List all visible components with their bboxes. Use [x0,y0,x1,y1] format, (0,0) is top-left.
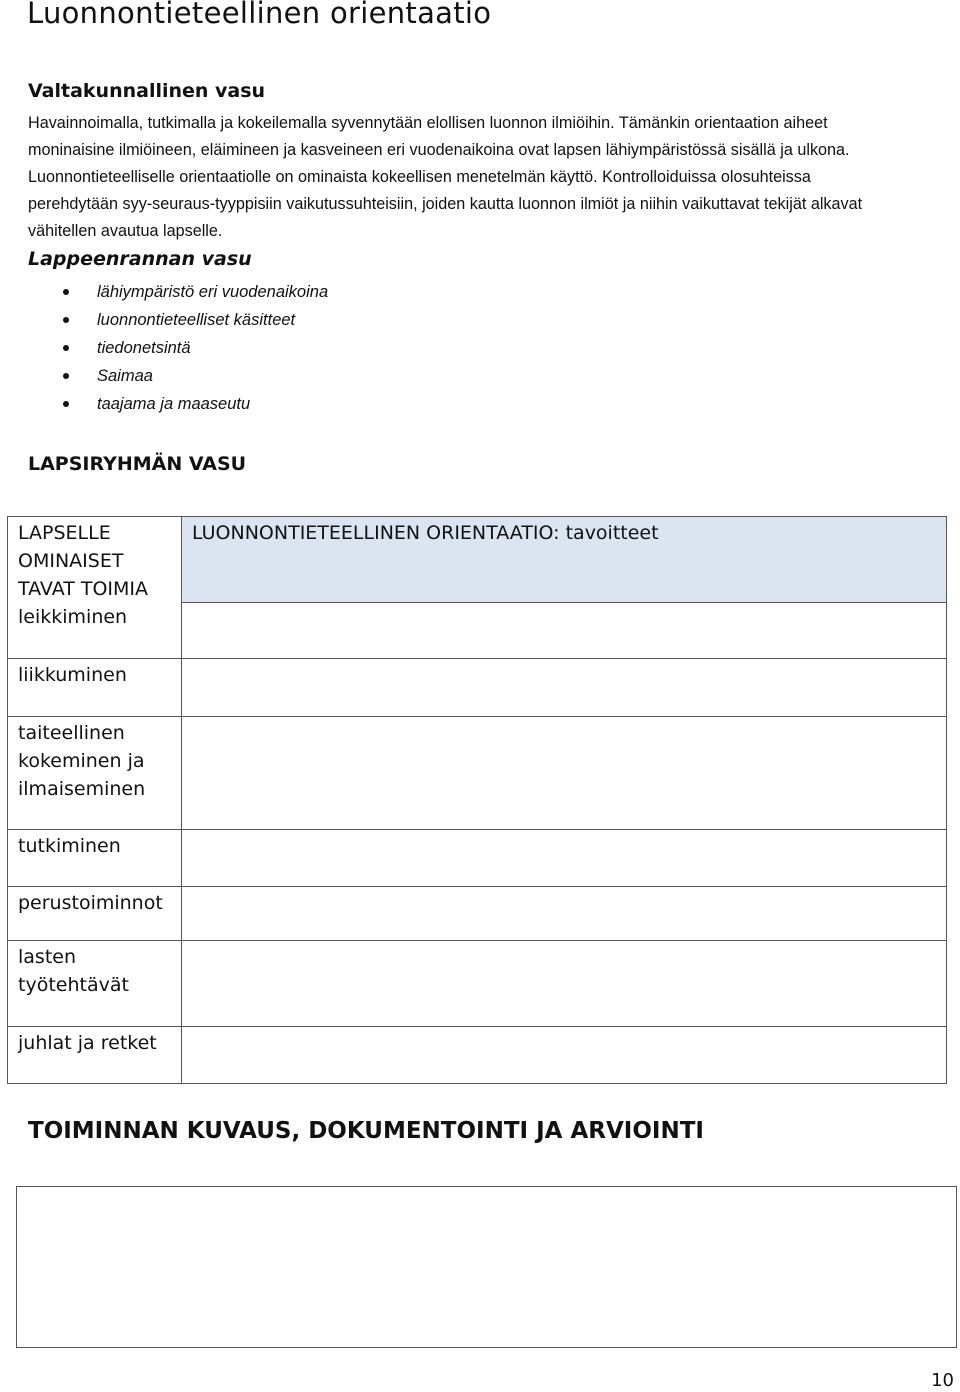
goal-input-cell[interactable] [182,659,947,717]
list-item-label: taajama ja maaseutu [97,395,251,413]
documentation-text-area[interactable] [16,1186,957,1348]
table-row [8,659,947,717]
row-label-basic-activities: perustoiminnot [18,892,163,914]
list-item [0,334,328,362]
bullet-icon [63,373,69,379]
list-item-label: luonnontieteelliset käsitteet [97,311,296,329]
table-row [8,1027,947,1084]
list-item [0,278,328,306]
row-label-cell [8,1027,182,1084]
group-curriculum-heading: LAPSIRYHMÄN VASU [28,453,247,475]
local-curriculum-heading: Lappeenrannan vasu [28,248,252,270]
list-item [0,306,328,334]
row-label-chores: lasten työtehtävät [18,946,129,996]
paragraph-line: perehdytään syy-seuraus-tyyppisiin vaikutussuhteisiin, joiden kautta luonnon ilmiöt ja niihin vaikuttavat tekijät alkavat [28,195,863,213]
table-row [8,887,947,941]
row-label-art: taiteellinen kokeminen ja ilmaiseminen [18,722,146,800]
page-number: 10 [931,1370,954,1391]
list-item-label: tiedonetsintä [97,339,191,357]
list-item-label: lähiympäristö eri vuodenaikoina [97,283,329,301]
bullet-icon [63,317,69,323]
goal-input-cell[interactable] [182,1027,947,1084]
row-label-cell [8,659,182,717]
table-row [8,941,947,1027]
goal-input-cell[interactable] [182,830,947,887]
row-label-cell [8,830,182,887]
row-label-exploring: tutkiminen [18,835,121,857]
national-curriculum-heading: Valtakunnallinen vasu [28,80,266,102]
row-label-cell [8,887,182,941]
header-goals-label: LUONNONTIETEELLINEN ORIENTAATIO: tavoitteet [192,522,659,544]
goal-input-cell[interactable] [182,887,947,941]
paragraph-line: vähitellen avautua lapselle. [28,222,223,240]
goal-input-cell[interactable] [182,603,947,659]
national-curriculum-paragraph [28,110,953,245]
table-row [8,830,947,887]
paragraph-line: Luonnontieteelliselle orientaatiolle on ominaista kokeellisen menetelmän käyttö. Kontrolloiduissa olosuhteissa [28,168,811,186]
paragraph-line: moninaisine ilmiöineen, eläimineen ja kasveineen eri vuodenaikoina ovat lapsen lähiympäristössä sisällä ja ulkona. [28,141,850,159]
row-label-play: leikkiminen [18,606,128,628]
bullet-icon [63,345,69,351]
bullet-icon [63,289,69,295]
table-header-cell-goals [182,517,947,603]
list-item [0,362,328,390]
local-curriculum-list [0,278,328,418]
row-label-movement: liikkuminen [18,664,127,686]
list-item-label: Saimaa [97,367,153,385]
bullet-icon [63,401,69,407]
paragraph-line: Havainnoimalla, tutkimalla ja kokeilemalla syvennytään elollisen luonnon ilmiöihin. Tämänkin orientaation aiheet [28,114,828,132]
goals-table [7,516,947,1084]
list-item [0,390,328,418]
documentation-heading: TOIMINNAN KUVAUS, DOKUMENTOINTI JA ARVIOINTI [28,1118,704,1144]
table-header-cell-ways [8,517,182,659]
table-row [8,717,947,830]
header-ways-label: LAPSELLE OMINAISET TAVAT TOIMIA [18,522,149,600]
row-label-celebrations: juhlat ja retket [18,1032,157,1054]
row-label-cell [8,717,182,830]
row-label-cell [8,941,182,1027]
goal-input-cell[interactable] [182,941,947,1027]
page-title: Luonnontieteellinen orientaatio [27,0,492,30]
goal-input-cell[interactable] [182,717,947,830]
table-header-row [8,517,947,603]
